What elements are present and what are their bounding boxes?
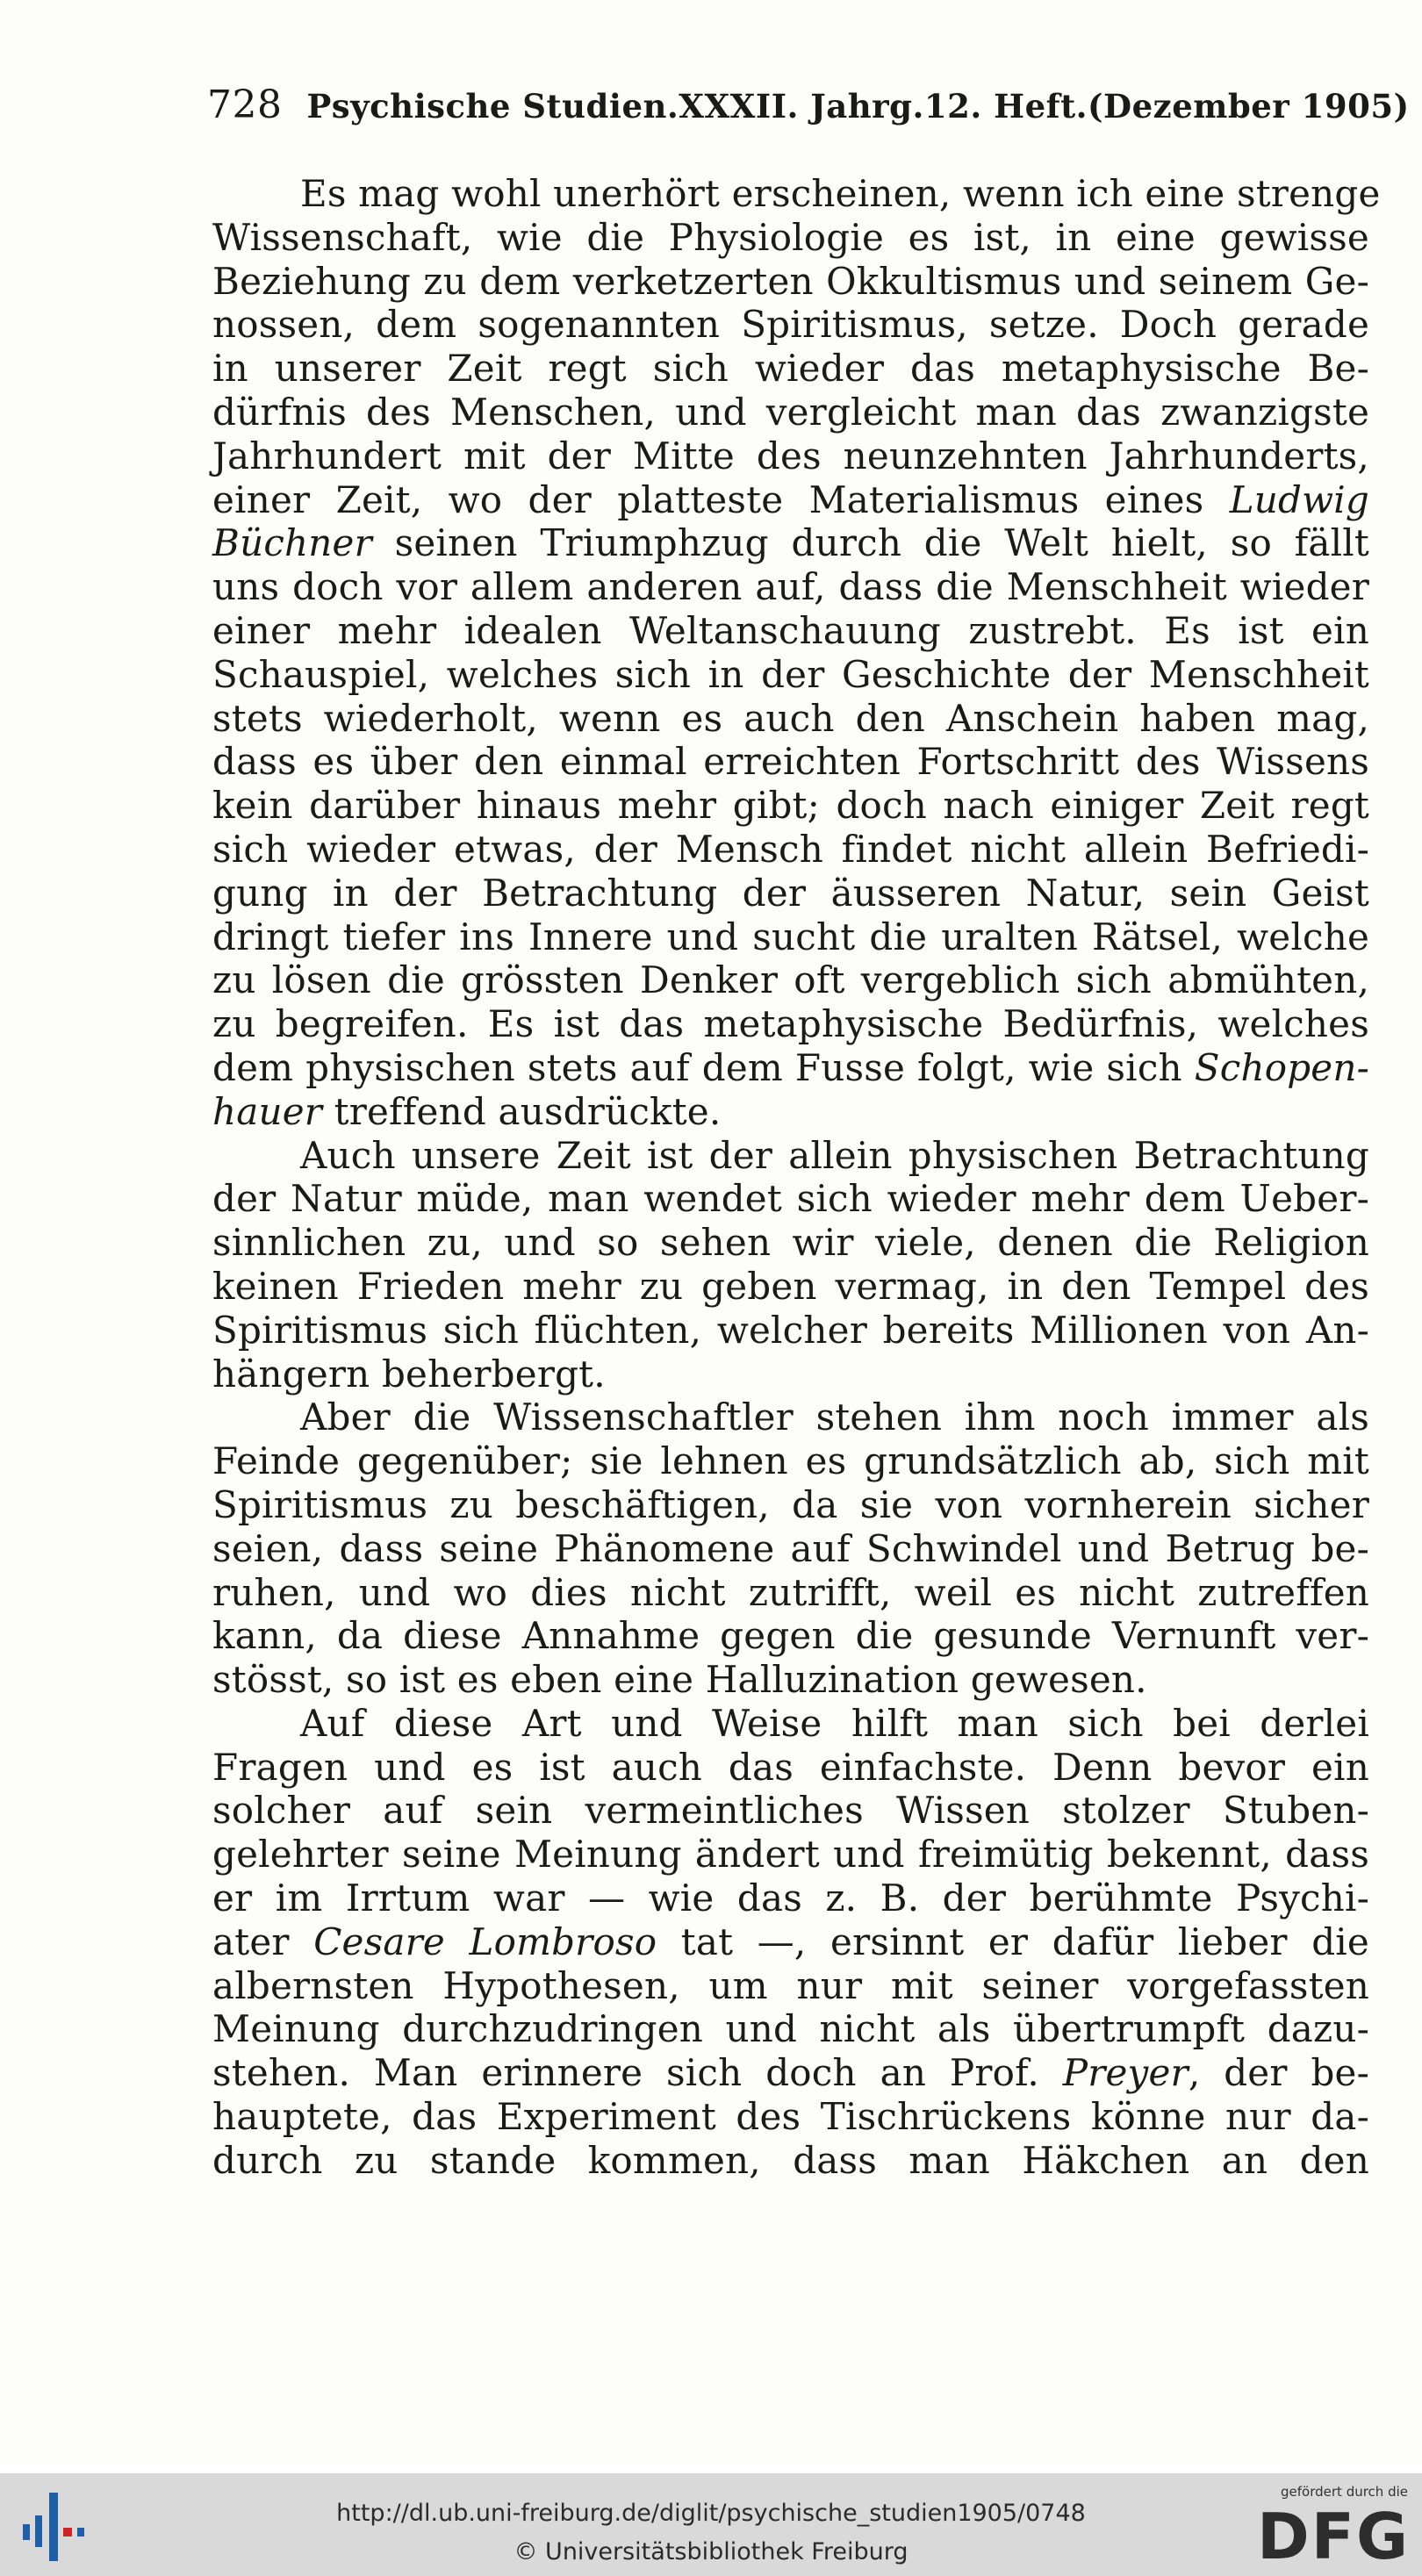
- text-line: [212, 1002, 1369, 1046]
- text-line: [212, 697, 1369, 741]
- text-segment: Beziehung zu dem verketzerten Okkultismus und seinem Ge-: [212, 259, 1369, 303]
- text-line: [212, 172, 1381, 216]
- dfg-logo-icon[interactable]: [1250, 2484, 1411, 2573]
- text-line: [212, 260, 1369, 304]
- page-number: 728: [207, 83, 283, 127]
- italic-name: hauer: [212, 1089, 323, 1133]
- text-line: [212, 653, 1369, 697]
- text-segment: ruhen, und wo dies nicht zutrifft, weil es nicht zutreffen: [212, 1570, 1369, 1614]
- text-line: [212, 740, 1369, 784]
- running-title-issue: 12. Heft.: [923, 87, 1088, 126]
- text-line: [212, 1920, 1369, 1964]
- text-line: [212, 1833, 1369, 1876]
- text-line: [212, 1221, 1369, 1265]
- text-line: [212, 1571, 1369, 1615]
- text-segment: Feinde gegenüber; sie lehnen es grundsätzlich ab, sich mit: [212, 1439, 1369, 1483]
- text-segment: uns doch vor allem anderen auf, dass die Menschheit wieder: [212, 565, 1369, 609]
- text-segment: kein darüber hinaus mehr gibt; doch nach einiger Zeit regt: [212, 784, 1369, 828]
- dfg-funding-text: gefördert durch die: [1281, 2484, 1408, 2500]
- text-line: [212, 1658, 1369, 1702]
- text-segment: sinnlichen zu, und so sehen wir viele, denen die Religion: [212, 1221, 1369, 1265]
- text-line: [212, 521, 1369, 565]
- text-segment: dass es über den einmal erreichten Fortschritt des Wissens: [212, 740, 1369, 784]
- text-segment: durch zu stande kommen, dass man Häkchen an den: [212, 2138, 1369, 2182]
- text-segment: der Natur müde, man wendet sich wieder mehr dem Ueber-: [212, 1177, 1369, 1221]
- text-segment: seien, dass seine Phänomene auf Schwindel und Betrug be-: [212, 1526, 1369, 1570]
- text-segment: zu lösen die grössten Denker oft vergeblich sich abmühten,: [212, 958, 1369, 1002]
- text-line: [212, 1309, 1369, 1353]
- text-segment: Es mag wohl unerhört erscheinen, wenn ich eine strenge: [300, 172, 1381, 215]
- text-segment: hauptete, das Experiment des Tischrückens könne nur da-: [212, 2095, 1369, 2139]
- footer-bar: [0, 2473, 1422, 2576]
- text-segment: Schauspiel, welches sich in der Geschichte der Menschheit: [212, 652, 1369, 696]
- text-line: [212, 915, 1369, 959]
- text-line: [212, 1789, 1369, 1833]
- body-text: [212, 172, 1381, 2183]
- text-segment: tat —, ersinnt er dafür lieber die: [657, 1919, 1369, 1963]
- dfg-wordmark: DFG: [1257, 2500, 1411, 2573]
- text-line: [212, 347, 1369, 391]
- text-line: [212, 872, 1369, 915]
- italic-name: Ludwig: [1229, 477, 1369, 521]
- text-line: [212, 1614, 1369, 1658]
- text-segment: einer mehr idealen Weltanschauung zustrebt. Es ist ein: [212, 608, 1369, 652]
- text-segment: in unserer Zeit regt sich wieder das metaphysische Be-: [212, 347, 1369, 391]
- text-segment: zu begreifen. Es ist das metaphysische Bedürfnis, welches: [212, 1002, 1369, 1046]
- text-line: [212, 2007, 1369, 2051]
- running-title-volume: XXXII. Jahrg.: [679, 87, 924, 126]
- text-line: [212, 958, 1369, 1002]
- text-line: [212, 784, 1369, 828]
- text-segment: , der be-: [1188, 2051, 1369, 2095]
- text-segment: albernsten Hypothesen, um nur mit seiner vorgefassten: [212, 1963, 1369, 2007]
- text-segment: keinen Frieden mehr zu geben vermag, in den Tempel des: [212, 1264, 1369, 1308]
- text-line: [212, 1265, 1369, 1309]
- text-line: [212, 609, 1369, 653]
- copyright-notice: © Universitätsbibliothek Freiburg: [514, 2538, 908, 2565]
- running-title-date: (Dezember 1905): [1088, 87, 1410, 126]
- text-segment: einer Zeit, wo der platteste Materialismus eines: [212, 477, 1230, 521]
- text-segment: sich wieder etwas, der Mensch findet nicht allein Befriedi-: [212, 827, 1369, 871]
- text-segment: Auch unsere Zeit ist der allein physischen Betrachtung: [300, 1133, 1369, 1177]
- text-segment: hängern beherbergt.: [212, 1352, 606, 1396]
- text-segment: gelehrter seine Meinung ändert und freimütig bekennt, dass: [212, 1833, 1369, 1876]
- text-line: [212, 1090, 1369, 1134]
- text-line: [212, 2095, 1369, 2139]
- text-segment: Jahrhundert mit der Mitte des neunzehnten Jahrhunderts,: [212, 434, 1369, 477]
- text-segment: treffend ausdrückte.: [322, 1089, 722, 1133]
- text-line: [212, 1396, 1369, 1439]
- text-segment: solcher auf sein vermeintliches Wissen stolzer Stuben-: [212, 1789, 1369, 1833]
- text-line: [212, 1964, 1369, 2008]
- text-line: [212, 1177, 1369, 1221]
- text-line: [212, 216, 1369, 260]
- italic-name: Büchner: [212, 521, 372, 565]
- text-line: [212, 1876, 1369, 1920]
- italic-name: Schopen-: [1194, 1045, 1369, 1089]
- text-segment: dem physischen stets auf dem Fusse folgt, wie sich: [212, 1045, 1195, 1089]
- text-segment: Spiritismus sich flüchten, welcher bereits Millionen von An-: [212, 1308, 1369, 1352]
- text-line: [212, 1746, 1369, 1790]
- text-segment: dürfnis des Menschen, und vergleicht man das zwanzigste: [212, 390, 1369, 434]
- text-line: [212, 1439, 1369, 1483]
- text-segment: Aber die Wissenschaftler stehen ihm noch immer als: [300, 1396, 1369, 1439]
- running-title-journal: Psychische Studien.: [306, 87, 679, 126]
- italic-name: Cesare Lombroso: [313, 1919, 657, 1963]
- text-segment: Spiritismus zu beschäftigen, da sie von vornherein sicher: [212, 1482, 1369, 1526]
- text-line: [212, 1702, 1369, 1746]
- text-segment: gung in der Betrachtung der äusseren Natur, sein Geist: [212, 871, 1369, 915]
- text-segment: dringt tiefer ins Innere und sucht die uralten Rätsel, welche: [212, 915, 1369, 958]
- text-segment: Fragen und es ist auch das einfachste. Denn bevor ein: [212, 1745, 1369, 1789]
- text-line: [212, 2139, 1369, 2183]
- text-segment: er im Irrtum war — wie das z. B. der berühmte Psychi-: [212, 1876, 1369, 1920]
- text-line: [212, 1046, 1369, 1090]
- text-segment: nossen, dem sogenannten Spiritismus, setze. Doch gerade: [212, 303, 1369, 347]
- text-segment: Auf diese Art und Weise hilft man sich bei derlei: [300, 1701, 1369, 1745]
- running-head: [207, 83, 1410, 127]
- text-segment: kann, da diese Annahme gegen die gesunde Vernunft ver-: [212, 1614, 1369, 1658]
- text-line: [212, 565, 1369, 609]
- text-segment: stösst, so ist es eben eine Halluzination gewesen.: [212, 1658, 1147, 1702]
- text-line: [212, 391, 1369, 434]
- text-line: [212, 828, 1369, 872]
- text-line: [212, 1134, 1369, 1178]
- text-line: [212, 303, 1369, 347]
- text-segment: seinen Triumphzug durch die Welt hielt, so fällt: [371, 521, 1369, 565]
- text-segment: stets wiederholt, wenn es auch den Anschein haben mag,: [212, 696, 1369, 740]
- italic-name: Preyer: [1062, 2051, 1189, 2095]
- text-line: [212, 1353, 1369, 1396]
- text-line: [212, 478, 1369, 522]
- text-line: [212, 1483, 1369, 1527]
- text-segment: stehen. Man erinnere sich doch an Prof.: [212, 2051, 1063, 2095]
- text-segment: Meinung durchzudringen und nicht als übertrumpft dazu-: [212, 2007, 1369, 2051]
- text-line: [212, 2051, 1369, 2095]
- text-line: [212, 1527, 1369, 1571]
- text-line: [212, 434, 1369, 478]
- running-title: [306, 87, 1409, 126]
- document-url[interactable]: http://dl.ub.uni-freiburg.de/diglit/psychische_studien1905/0748: [336, 2500, 1086, 2527]
- text-segment: Wissenschaft, wie die Physiologie es ist, in eine gewisse: [212, 215, 1369, 259]
- text-segment: ater: [212, 1919, 314, 1963]
